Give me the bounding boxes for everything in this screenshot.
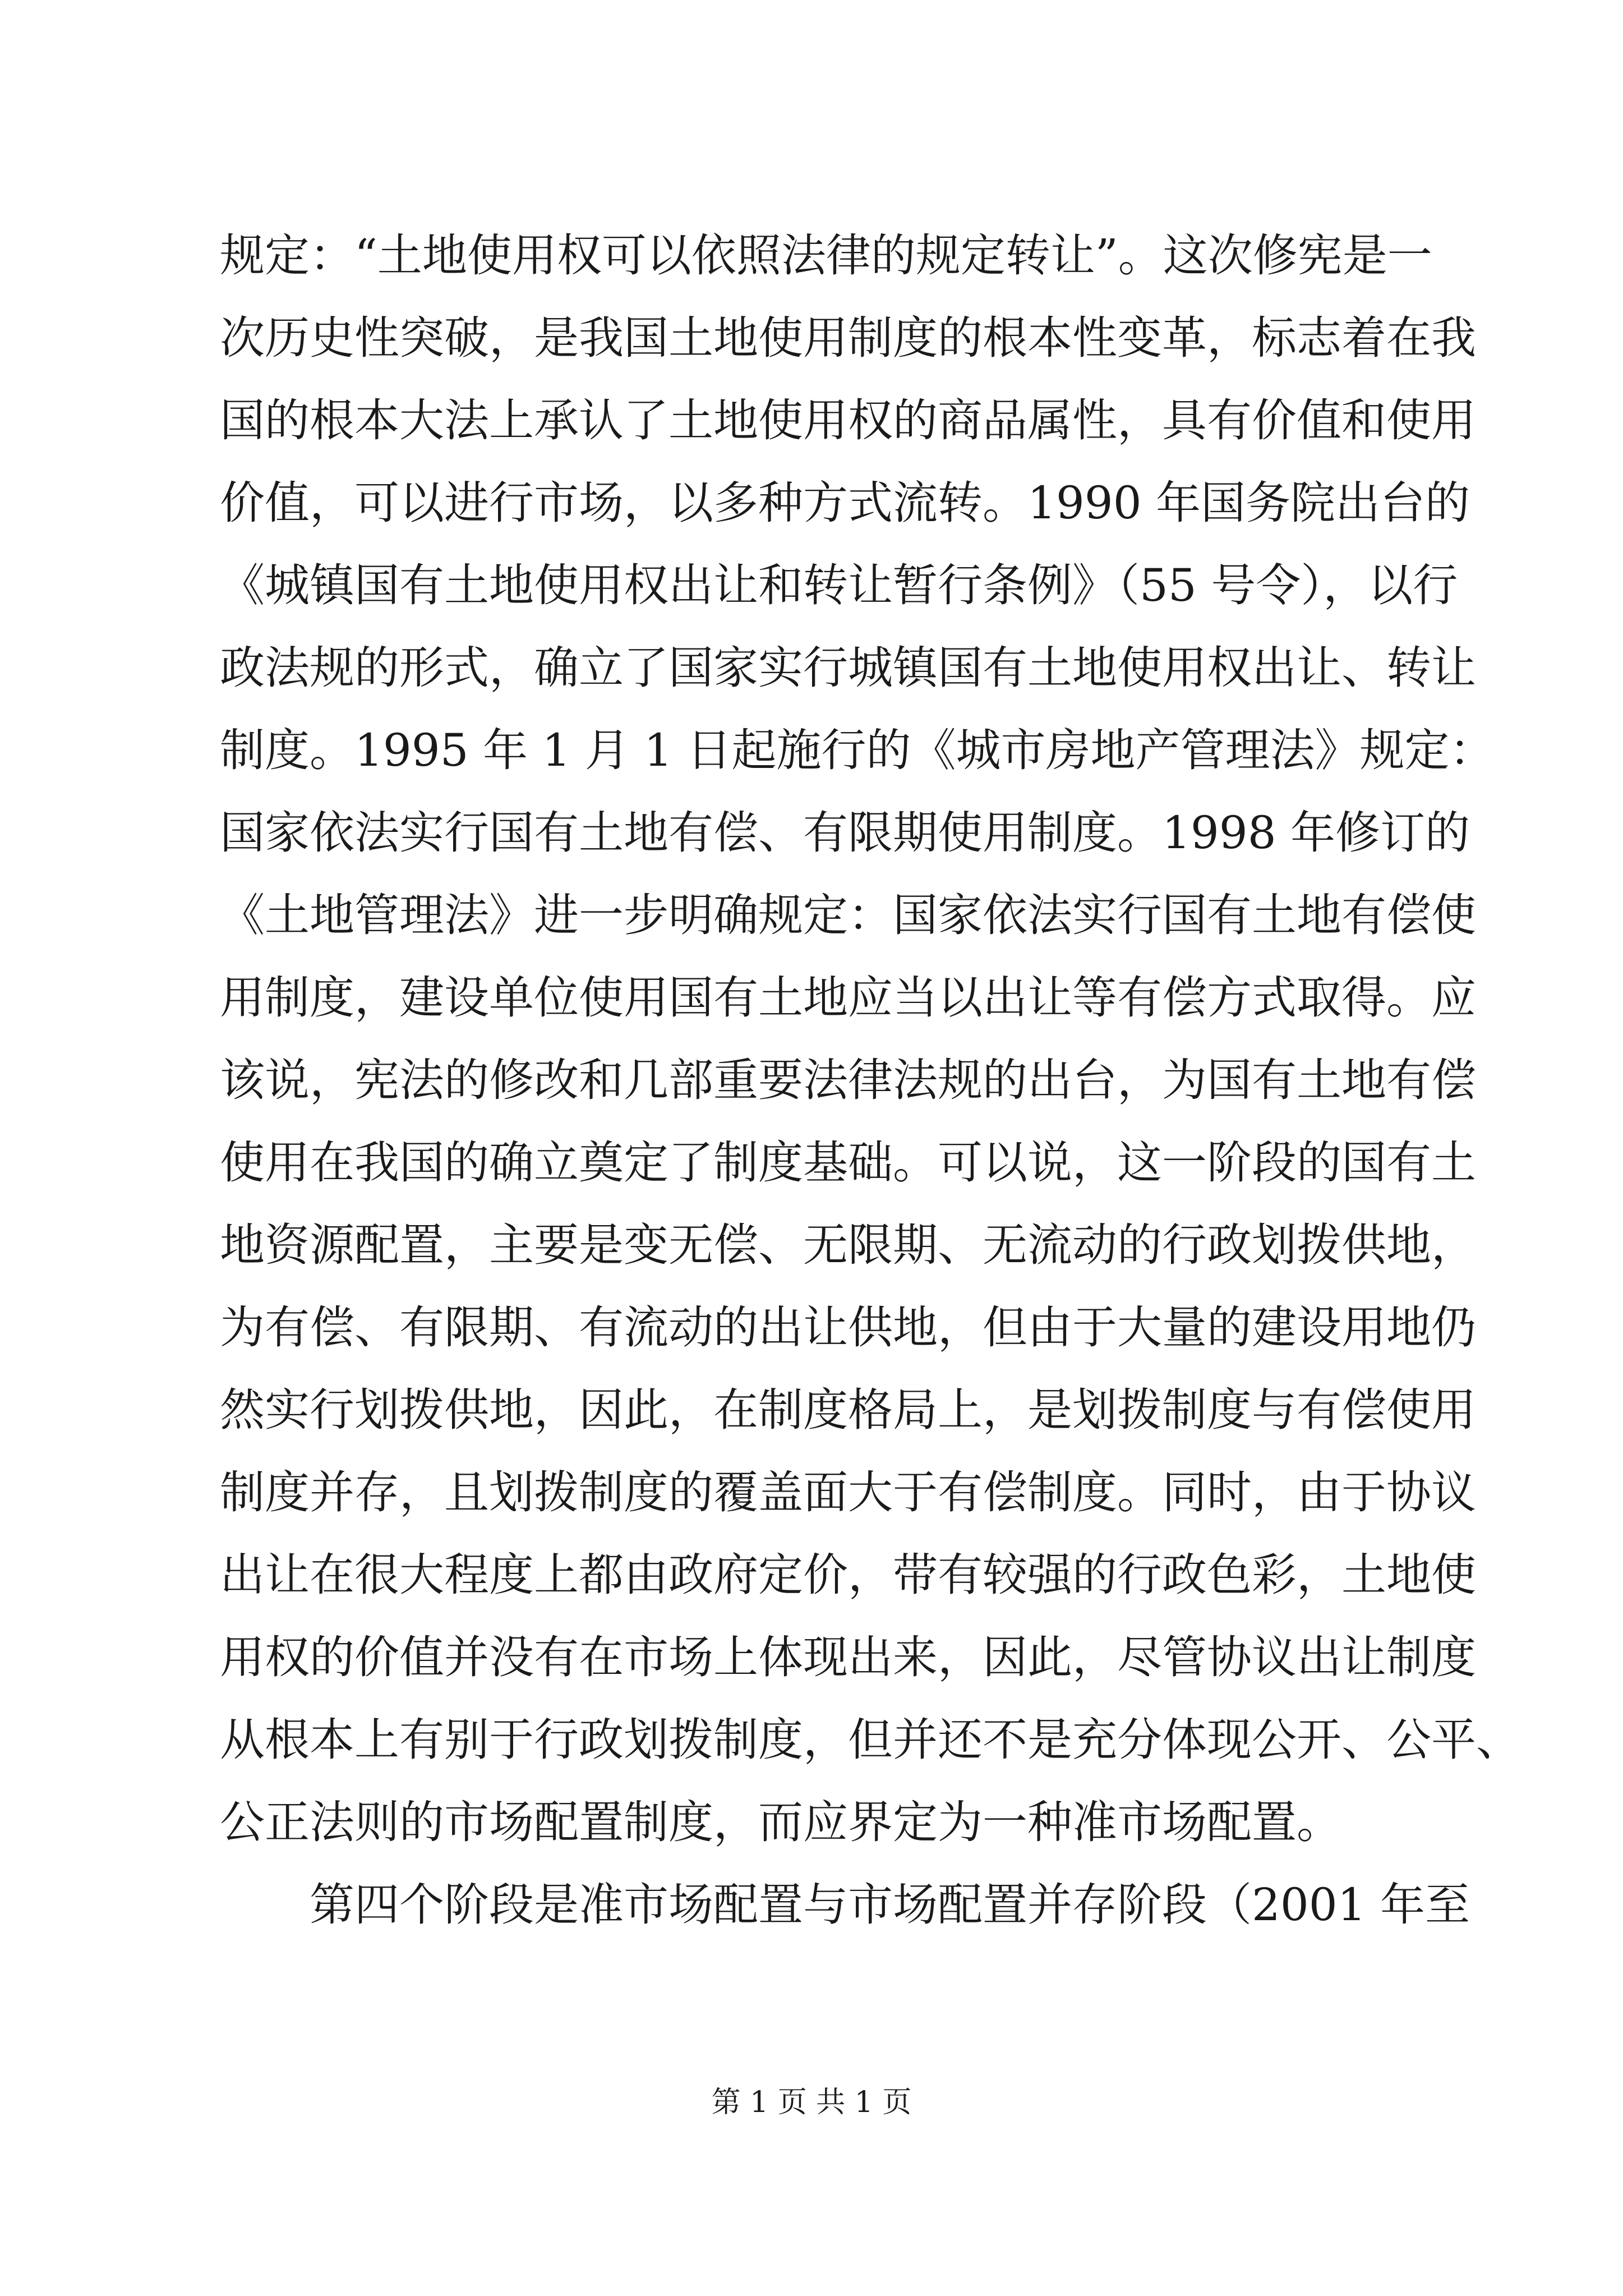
text-line-10: 用制度，建设单位使用国有土地应当以出让等有偿方式取得。应 — [220, 972, 1476, 1024]
text-line-3: 国的根本大法上承认了土地使用权的商品属性，具有价值和使用 — [220, 394, 1476, 447]
text-line-2: 次历史性突破，是我国土地使用制度的根本性变革，标志着在我 — [220, 312, 1476, 364]
text-line-13: 地资源配置，主要是变无偿、无限期、无流动的行政划拨供地， — [220, 1219, 1476, 1271]
text-line-7: 制度。1995 年 1 月 1 日起施行的《城市房地产管理法》规定： — [220, 724, 1495, 776]
page-number-label: 第 1 页 共 1 页 — [711, 2086, 912, 2119]
text-line-20: 公正法则的市场配置制度，而应界定为一种准市场配置。 — [220, 1796, 1341, 1848]
text-line-14: 为有偿、有限期、有流动的出让供地，但由于大量的建设用地仍 — [220, 1301, 1476, 1354]
text-line-17: 出让在很大程度上都由政府定价，带有较强的行政色彩，土地使 — [220, 1549, 1476, 1601]
text-line-9: 《土地管理法》进一步明确规定：国家依法实行国有土地有偿使 — [220, 889, 1476, 941]
text-line-12: 使用在我国的确立奠定了制度基础。可以说，这一阶段的国有土 — [220, 1137, 1476, 1189]
document-body — [220, 214, 1521, 1946]
text-line-4: 价值，可以进行市场，以多种方式流转。1990 年国务院出台的 — [220, 477, 1470, 529]
text-line-6: 政法规的形式，确立了国家实行城镇国有土地使用权出让、转让 — [220, 642, 1476, 694]
text-line-21-paragraph-start: 第四个阶段是准市场配置与市场配置并存阶段（2001 年至 — [310, 1879, 1470, 1931]
text-line-1: 规定：“土地使用权可以依照法律的规定转让”。这次修宪是一 — [220, 229, 1432, 282]
text-line-15: 然实行划拨供地，因此，在制度格局上，是划拨制度与有偿使用 — [220, 1384, 1476, 1436]
text-line-11: 该说，宪法的修改和几部重要法律法规的出台，为国有土地有偿 — [220, 1054, 1476, 1106]
text-line-19: 从根本上有别于行政划拨制度，但并还不是充分体现公开、公平、 — [220, 1714, 1521, 1766]
text-line-5: 《城镇国有土地使用权出让和转让暂行条例》（55 号令），以行 — [220, 559, 1458, 611]
page-footer — [0, 2080, 1623, 2125]
text-line-16: 制度并存，且划拨制度的覆盖面大于有偿制度。同时，由于协议 — [220, 1466, 1476, 1519]
text-line-18: 用权的价值并没有在市场上体现出来，因此，尽管协议出让制度 — [220, 1631, 1476, 1683]
text-line-8: 国家依法实行国有土地有偿、有限期使用制度。1998 年修订的 — [220, 807, 1470, 859]
